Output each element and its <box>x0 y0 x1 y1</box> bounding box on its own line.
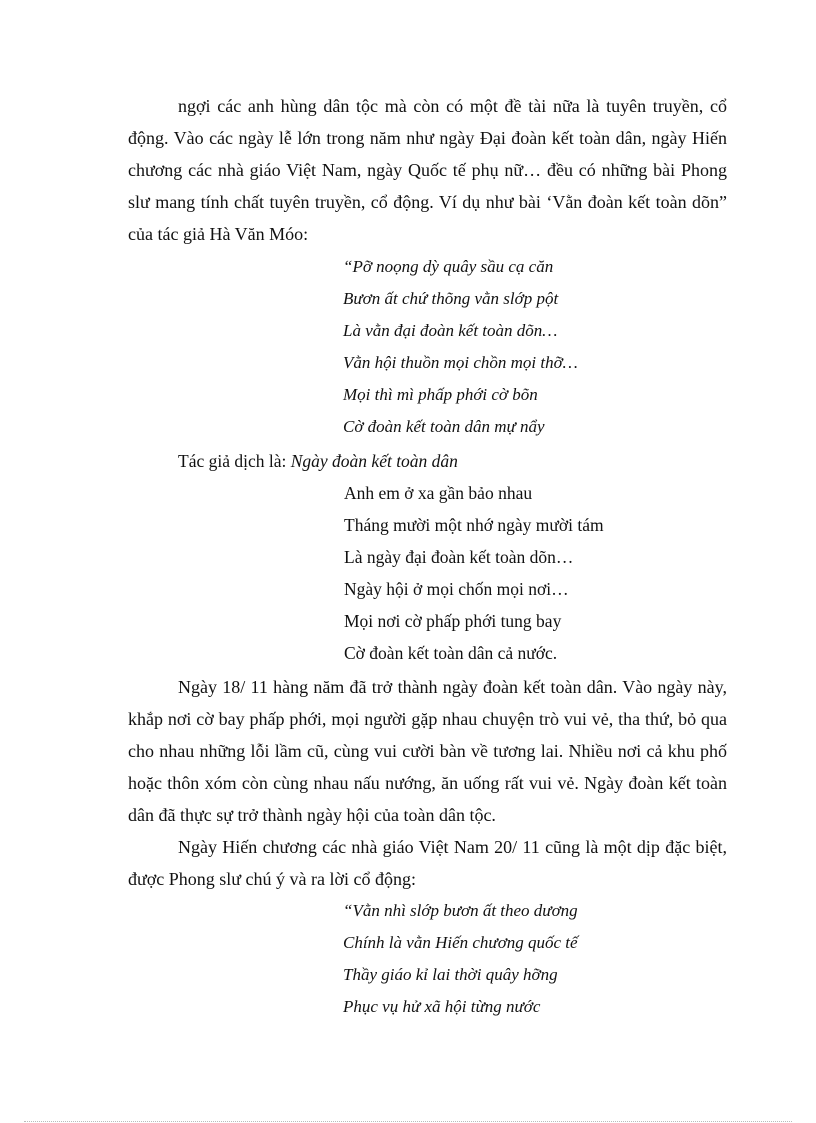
translator-label: Tác giả dịch là: <box>178 451 291 471</box>
verse-line: Thầy giáo kỉ lai thời quây hỡng <box>343 965 558 984</box>
verse-line: Tháng mười một nhớ ngày mười tám <box>344 515 604 535</box>
verse-line: Phục vụ hử xã hội từng nước <box>343 997 541 1016</box>
verse-line: Chính là vằn Hiến chương quốc tế <box>343 933 578 952</box>
translation-title: Ngày đoàn kết toàn dân <box>290 451 458 471</box>
verse-line: Mọi thì mì phấp phới cờ bõn <box>343 385 538 404</box>
verse-line: Vằn hội thuồn mọi chồn mọi thỡ… <box>343 353 578 372</box>
verse-line: Cờ đoàn kết toàn dân cả nước. <box>344 643 558 663</box>
verse-line: Mọi nơi cờ phấp phới tung bay <box>344 611 562 631</box>
verse-teachers-day <box>343 895 578 1023</box>
paragraph-teachers-day: Ngày Hiến chương các nhà giáo Việt Nam 20/ 11 cũng là một dịp đặc biệt, được Phong slư chú ý và ra lời cổ động: <box>128 837 727 889</box>
translator-note <box>178 445 458 477</box>
verse-line: Anh em ở xa gần bảo nhau <box>344 483 533 503</box>
verse-line: Là vằn đại đoàn kết toàn dõn… <box>343 321 558 340</box>
verse-original-tay <box>343 251 578 443</box>
page-bottom-divider <box>24 1121 792 1122</box>
verse-line: Là ngày đại đoàn kết toàn dõn… <box>344 547 574 567</box>
verse-line: Cờ đoàn kết toàn dân mự nẩy <box>343 417 545 436</box>
verse-line: “Pỡ noọng dỳ quây sầu cạ căn <box>343 257 554 276</box>
verse-line: Ngày hội ở mọi chốn mọi nơi… <box>344 579 569 599</box>
verse-line: “Vằn nhì slớp bươn ất theo dương <box>343 901 578 920</box>
paragraph-intro: ngợi các anh hùng dân tộc mà còn có một đề tài nữa là tuyên truyền, cổ động. Vào các ngày lễ lớn trong năm như ngày Đại đoàn kết toàn dân, ngày Hiến chương các nhà giáo Việt Nam, ngày Quốc tế phụ nữ… đều có những bài Phong slư mang tính chất tuyên truyền, cổ động. Ví dụ như bài ‘Vằn đoàn kết toàn dõn” của tác giả Hà Văn Móo: <box>128 96 727 244</box>
paragraph-unity-day: Ngày 18/ 11 hàng năm đã trở thành ngày đoàn kết toàn dân. Vào ngày này, khắp nơi cờ bay phấp phới, mọi người gặp nhau chuyện trò vui vẻ, tha thứ, bỏ qua cho nhau những lỗi lầm cũ, cùng vui cười bàn về tương lai. Nhiều nơi cả khu phố hoặc thôn xóm còn cùng nhau nấu nướng, ăn uống rất vui vẻ. Ngày đoàn kết toàn dân đã thực sự trở thành ngày hội của toàn dân tộc. <box>128 677 727 825</box>
verse-line: Bươn ất chứ thõng vằn slớp pột <box>343 289 559 308</box>
verse-translation <box>344 477 604 669</box>
